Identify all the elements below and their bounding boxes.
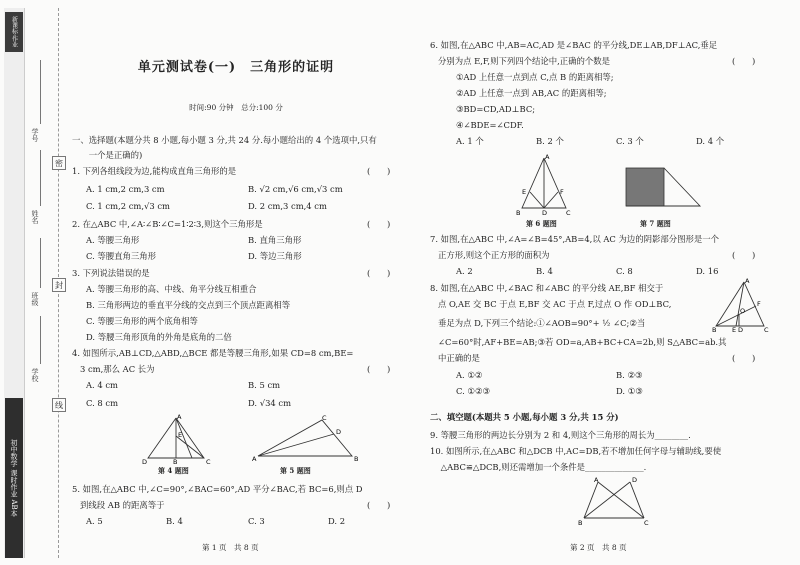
question-10: 10. 如图所示,在△ABC 和△DCB 中,AC=DB,若不增加任何字母与辅助线,要使	[430, 446, 722, 456]
fig4-label-a: A	[177, 413, 182, 421]
section-1-heading: 一、选择题(本题分共 8 小题,每小题 3 分,共 24 分.每小题给出的 4 个选项中,只有	[72, 135, 377, 145]
figure-5	[252, 414, 362, 462]
q5-option-a: A. 5	[86, 516, 103, 526]
fig5-label-a: A	[252, 455, 257, 462]
question-8-cont-3: ∠C=60°时,AF+BE=AB;③若 OD=a,AB+BC+CA=2b,则 S△ABC=ab.其	[430, 337, 727, 347]
fig8-label-d: D	[738, 326, 744, 332]
q3-option-b: B. 三角形两边的垂直平分线的交点到三个顶点距离相等	[86, 300, 291, 310]
field-class-line	[40, 238, 41, 288]
question-8-cont-4: 中正确的是	[430, 353, 480, 363]
q4-option-c: C. 8 cm	[86, 398, 119, 408]
fig6-label-d: D	[542, 209, 548, 216]
question-7: 7. 如图,在△ABC 中,∠A=∠B=45°,AB=4,以 AC 为边的阴影部分图形是一个	[430, 234, 719, 244]
series-logo: 新课标·作业	[5, 12, 23, 52]
fig6-label-b: B	[516, 209, 521, 216]
question-7-cont: 正方形,则这个正方形的面积为	[430, 250, 550, 260]
fig10-label-c: C	[644, 519, 649, 526]
question-5: 5. 如图,在△ABC 中,∠C=90°,∠BAC=60°,AD 平分∠BAC,若 BC=6,则点 D	[72, 484, 363, 494]
q2-option-b: B. 直角三角形	[248, 235, 302, 245]
section-1-heading-cont: 一个是正确的)	[72, 150, 143, 160]
question-1: 1. 下列各组线段为边,能构成直角三角形的是	[72, 166, 237, 176]
fig5-label-d: D	[336, 428, 342, 436]
question-4: 4. 如图所示,AB⊥CD,△ABD,△BCE 都是等腰三角形,如果 CD=8 cm,BE=	[72, 348, 354, 358]
answer-bracket-q6: ( )	[732, 56, 756, 66]
q7-option-a: A. 2	[456, 266, 473, 276]
figure-8	[712, 278, 770, 332]
fig4-label-c: C	[206, 458, 211, 464]
q1-option-c: C. 1 cm,2 cm,√3 cm	[86, 201, 170, 211]
q8-option-d: D. ①③	[616, 386, 643, 396]
q8-option-c: C. ①②③	[456, 386, 490, 396]
figure-6	[514, 154, 576, 216]
q7-option-c: C. 8	[616, 266, 633, 276]
q2-option-c: C. 等腰直角三角形	[86, 251, 157, 261]
fig5-label-c: C	[322, 414, 327, 422]
fig8-label-b: B	[712, 326, 717, 332]
page-1-footer: 第 1 页 共 8 页	[202, 543, 259, 552]
fig8-label-o: O	[740, 307, 746, 315]
answer-bracket-q5: ( )	[367, 500, 391, 510]
page-2	[430, 0, 770, 565]
q6-option-a: A. 1 个	[456, 136, 484, 146]
field-name-line	[40, 150, 41, 206]
q8-option-a: A. ①②	[456, 370, 483, 380]
q3-option-c: C. 等腰三角形的两个底角相等	[86, 316, 198, 326]
fig10-label-d: D	[632, 476, 638, 484]
q6-option-b: B. 2 个	[536, 136, 564, 146]
q2-option-d: D. 等边三角形	[248, 251, 302, 261]
page-title: 单元测试卷(一) 三角形的证明	[137, 60, 335, 75]
page-2-footer: 第 2 页 共 8 页	[570, 543, 627, 552]
question-10-cont: △ABC≌△DCB,则还需增加一个条件是______________.	[430, 462, 647, 472]
brand-logo: 初中数学 课时作业 AB本	[5, 398, 23, 558]
answer-bracket-q2: ( )	[367, 219, 391, 229]
fig6-label-e: E	[522, 188, 527, 196]
fig8-label-f: F	[757, 300, 761, 308]
fig6-label-c: C	[566, 209, 571, 216]
q6-statement-4: ④∠BDE=∠CDF.	[456, 120, 524, 130]
fig4-label-b: B	[173, 458, 178, 464]
figure-7	[622, 164, 722, 214]
fig6-label-f: F	[560, 188, 564, 196]
figure-6-caption: 第 6 题图	[526, 219, 557, 228]
answer-bracket-q1: ( )	[367, 166, 391, 176]
q7-option-b: B. 4	[536, 266, 553, 276]
question-8-cont-2: 垂足为点 D,下列三个结论:①∠AOB=90°+ ½ ∠C;②当	[430, 318, 646, 328]
fig6-label-a: A	[545, 154, 550, 161]
q6-option-d: D. 4 个	[696, 136, 725, 146]
question-3: 3. 下列说法错误的是	[72, 268, 150, 278]
answer-bracket-q7: ( )	[732, 250, 756, 260]
q3-option-a: A. 等腰三角形的高、中线、角平分线互相重合	[86, 284, 257, 294]
q4-option-a: A. 4 cm	[86, 380, 118, 390]
fig5-label-b: B	[354, 455, 359, 462]
q5-option-c: C. 3	[248, 516, 265, 526]
fig8-label-a: A	[745, 278, 750, 285]
q2-option-a: A. 等腰三角形	[86, 235, 140, 245]
q3-option-d: D. 等腰三角形顶角的外角是底角的二倍	[86, 332, 232, 342]
q6-statement-3: ③BD=CD,AD⊥BC;	[456, 104, 536, 114]
q4-option-d: D. √34 cm	[248, 398, 292, 408]
question-4-cont: 3 cm,那么 AC 长为	[72, 364, 155, 374]
q6-statement-1: ①AD 上任意一点到点 C,点 B 的距离相等;	[456, 72, 614, 82]
question-9: 9. 等腰三角形的两边长分别为 2 和 4,则这个三角形的周长为________.	[430, 430, 691, 440]
q6-statement-2: ②AD 上任意一点到 AB,AC 的距离相等;	[456, 88, 607, 98]
question-6-cont: 分别为点 E,F,则下列四个结论中,正确的个数是	[430, 56, 611, 66]
q6-option-c: C. 3 个	[616, 136, 644, 146]
answer-bracket-q3: ( )	[367, 268, 391, 278]
exam-time-score: 时间:90 分钟 总分:100 分	[189, 103, 283, 112]
fig8-label-c: C	[764, 326, 769, 332]
question-8: 8. 如图,在△ABC 中,∠BAC 和∠ABC 的平分线 AE,BF 相交于	[430, 283, 664, 293]
field-student-id-label: 学号	[31, 128, 39, 142]
question-2: 2. 在△ABC 中,∠A∶∠B∶∠C=1∶2∶3,则这个三角形是	[72, 219, 263, 229]
question-5-cont: 到线段 AB 的距离等于	[72, 500, 165, 510]
figure-4	[142, 412, 216, 464]
answer-bracket-q4: ( )	[367, 364, 391, 374]
q1-option-a: A. 1 cm,2 cm,3 cm	[86, 184, 165, 194]
answer-bracket-q8: ( )	[732, 353, 756, 363]
binding-margin	[0, 0, 64, 565]
figure-10	[578, 476, 654, 526]
q1-option-b: B. √2 cm,√6 cm,√3 cm	[248, 184, 343, 194]
q8-option-b: B. ②③	[616, 370, 643, 380]
q5-option-b: B. 4	[166, 516, 183, 526]
section-2-heading: 二、填空题(本题共 5 小题,每小题 3 分,共 15 分)	[430, 412, 619, 422]
seal-mark-xian: 线	[52, 398, 66, 412]
fig8-label-e: E	[732, 326, 737, 332]
question-6: 6. 如图,在△ABC 中,AB=AC,AD 是∠BAC 的平分线,DE⊥AB,DF⊥AC,垂足	[430, 40, 718, 50]
binding-strip	[4, 8, 25, 558]
figure-5-caption: 第 5 题图	[280, 466, 311, 475]
figure-7-caption: 第 7 题图	[640, 219, 671, 228]
seal-mark-mi: 密	[52, 156, 66, 170]
field-name-label: 姓名	[31, 210, 39, 224]
q7-option-d: D. 16	[696, 266, 719, 276]
field-student-id-line	[40, 60, 41, 124]
figure-4-caption: 第 4 题图	[158, 466, 189, 475]
question-8-cont-1: 点 O,AE 交 BC 于点 E,BF 交 AC 于点 F,过点 O 作 OD⊥BC,	[430, 299, 672, 309]
field-school-label: 学校	[31, 368, 39, 382]
field-school-line	[40, 316, 41, 364]
field-class-label: 班级	[31, 292, 39, 306]
fig10-label-a: A	[594, 476, 599, 484]
seal-mark-feng: 封	[52, 278, 66, 292]
fig4-label-d: D	[142, 458, 148, 464]
page-1	[72, 0, 400, 565]
q5-option-d: D. 2	[328, 516, 346, 526]
q1-option-d: D. 2 cm,3 cm,4 cm	[248, 201, 327, 211]
fig10-label-b: B	[578, 519, 583, 526]
fig7-shaded-square	[626, 168, 664, 206]
fig4-label-e: E	[178, 431, 183, 439]
q4-option-b: B. 5 cm	[248, 380, 281, 390]
